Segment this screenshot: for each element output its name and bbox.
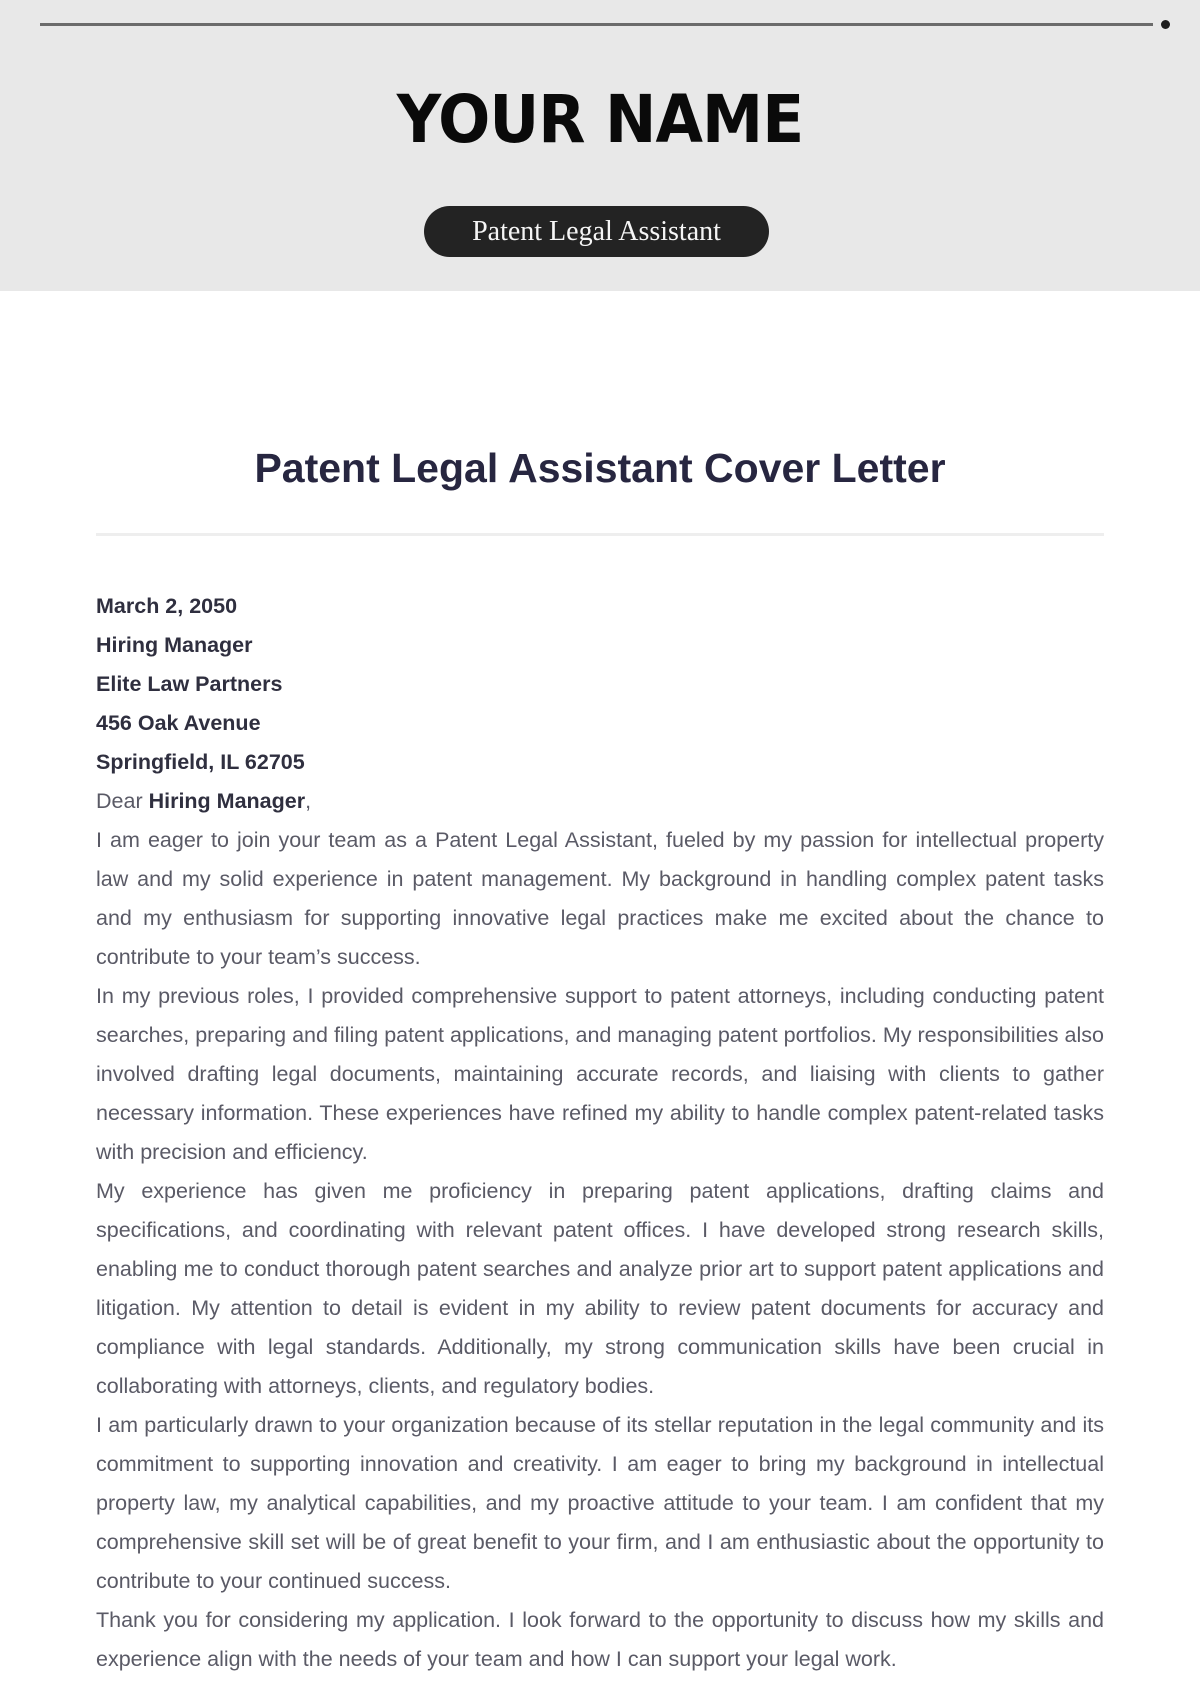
recipient-street: 456 Oak Avenue bbox=[96, 711, 261, 735]
header-rule-divider bbox=[40, 23, 1153, 26]
letter-date: March 2, 2050 bbox=[96, 594, 238, 618]
resume-header bbox=[0, 0, 1200, 291]
role-badge bbox=[424, 206, 769, 257]
greeting-suffix: , bbox=[305, 789, 312, 813]
header-dot-ornament bbox=[1161, 20, 1170, 29]
paragraph-experience: In my previous roles, I provided comprehensive support to patent attorneys, including conducting patent searches, preparing and filing patent applications, and managing patent portfolios. My responsibilities also involved drafting legal documents, maintaining accurate records, and liaising with clients to gather necessary information. These experiences have refined my ability to handle complex patent-related tasks with precision and efficiency. bbox=[96, 984, 1104, 1164]
role-badge-label: Patent Legal Assistant bbox=[472, 215, 721, 247]
title-divider bbox=[96, 533, 1104, 536]
letter-content bbox=[96, 291, 1104, 1679]
greeting-name: Hiring Manager bbox=[148, 789, 306, 813]
paragraph-motivation: I am particularly drawn to your organization because of its stellar reputation in the legal community and its commitment to supporting innovation and creativity. I am eager to bring my background in intellectual property law, my analytical capabilities, and my proactive attitude to your team. I am confident that my comprehensive skill set will be of great benefit to your firm, and I am enthusiastic about the opportunity to contribute to your continued success. bbox=[96, 1413, 1104, 1593]
letter-greeting bbox=[96, 782, 1104, 821]
applicant-name: YOUR NAME bbox=[396, 81, 804, 158]
greeting-prefix: Dear bbox=[96, 789, 149, 813]
paragraph-skills: My experience has given me proficiency in preparing patent applications, drafting claims and specifications, and coordinating with relevant patent offices. I have developed strong research skills, enabling me to conduct thorough patent searches and analyze prior art to support patent applications and litigation. My attention to detail is evident in my ability to review patent documents for accuracy and compliance with legal standards. Additionally, my strong communication skills have been crucial in collaborating with attorneys, clients, and regulatory bodies. bbox=[96, 1179, 1104, 1398]
paragraph-intro: I am eager to join your team as a Patent Legal Assistant, fueled by my passion for intellectual property law and my solid experience in patent management. My background in handling complex patent tasks and my enthusiasm for supporting innovative legal practices make me excited about the chance to contribute to your team’s success. bbox=[96, 828, 1104, 969]
document-title: Patent Legal Assistant Cover Letter bbox=[254, 445, 946, 491]
paragraph-closing: Thank you for considering my application. I look forward to the opportunity to discuss how my skills and experience align with the needs of your team and how I can support your legal work. bbox=[96, 1608, 1104, 1671]
letter-body bbox=[96, 587, 1104, 1679]
recipient-city: Springfield, IL 62705 bbox=[96, 750, 305, 774]
recipient-title: Hiring Manager bbox=[96, 633, 253, 657]
recipient-company: Elite Law Partners bbox=[96, 672, 283, 696]
